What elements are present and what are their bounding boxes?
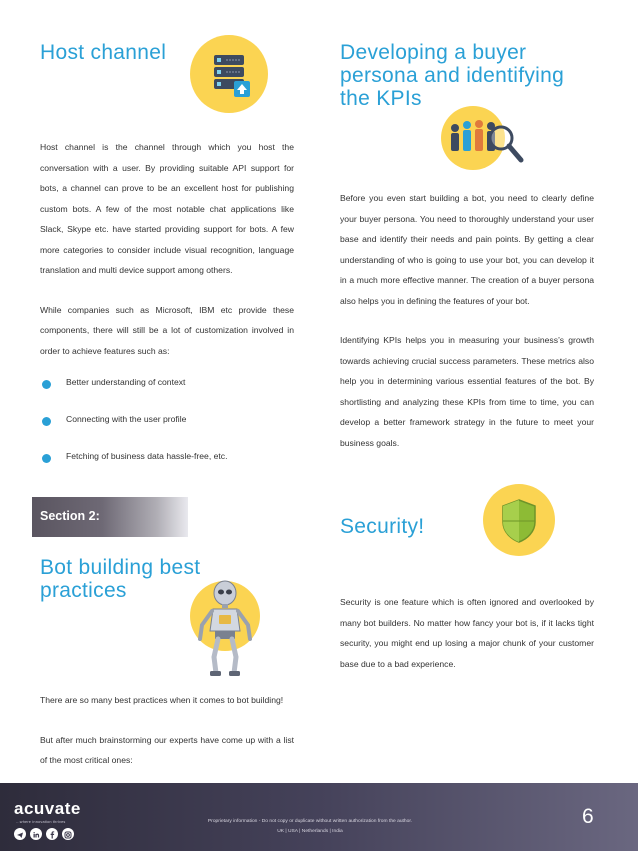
page-footer	[0, 783, 638, 851]
host-channel-paragraph-2: While companies such as Microsoft, IBM etc provide these components, there will still be a lot of customization involved in order to achieve features such as:	[40, 304, 294, 356]
security-title: Security!	[340, 515, 425, 538]
shield-icon	[483, 484, 555, 556]
linkedin-icon[interactable]	[30, 828, 42, 840]
list-item	[40, 412, 300, 428]
instagram-icon[interactable]	[62, 828, 74, 840]
bullet-text: Connecting with the user profile	[66, 414, 187, 424]
telegram-icon[interactable]	[14, 828, 26, 840]
page-number: 6	[582, 805, 594, 828]
security-paragraph-1: Security is one feature which is often ignored and overlooked by many bot builders. No matter how fancy your bot is, if it lacks tight security, you might end up losing a major chunk of your customer base due to a bad experience.	[340, 597, 594, 669]
office-locations: UK | USA | Netherlands | India	[277, 829, 343, 834]
section-label: Section 2:	[40, 509, 100, 523]
bullet-dot	[42, 417, 51, 426]
server-upload-icon	[190, 35, 268, 113]
security-icon-circle	[483, 484, 555, 556]
robot-illustration	[186, 573, 264, 679]
bullet-dot	[42, 380, 51, 389]
bot-building-paragraph-2: But after much brainstorming our experts have come up with a list of the most critical ones:	[40, 734, 294, 765]
acuvate-logo: acuvate	[14, 799, 81, 818]
section-tab	[32, 497, 188, 537]
facebook-icon[interactable]	[46, 828, 58, 840]
robot-icon	[186, 573, 264, 679]
host-channel-body	[40, 137, 294, 361]
list-item	[40, 375, 300, 391]
buyer-persona-body	[340, 188, 594, 453]
buyer-persona-title: Developing a buyer persona and identifying the KPIs	[340, 41, 565, 110]
bullet-dot	[42, 454, 51, 463]
bot-building-title: Bot building best practices	[40, 556, 201, 602]
list-item	[40, 449, 300, 465]
host-channel-paragraph-1: Host channel is the channel through which you host the conversation with a user. By providing suitable API support for bots, a channel can prove to be an excellent host for publishing custom bots. A few of the most notable chat applications like Slack, Skype etc. have started providing support for bots. A few more categories to consider include visual recognition, language translation and multi device support among others.	[40, 142, 294, 275]
people-magnifier-icon	[433, 100, 531, 176]
persona-illustration	[433, 100, 531, 176]
legal-notice: Proprietary information - Do not copy or duplicate without written authorization from the author.	[207, 819, 413, 824]
bullet-text: Fetching of business data hassle-free, etc.	[66, 451, 228, 461]
security-body	[340, 592, 594, 674]
buyer-persona-paragraph-1: Before you even start building a bot, you need to clearly define your buyer persona. You need to thoroughly understand your user base and identify their needs and pain points. By getting a clear understanding of who is going to use your bot, you can develop it in a much more effective manner. The creation of a buyer persona also helps you in defining the features of your bot.	[340, 193, 594, 306]
buyer-persona-paragraph-2: Identifying KPIs helps you in measuring your business’s growth towards achieving crucial success parameters. These metrics also help you in determining various essential features of the bot. By shortlisting and analyzing these KPIs from time to time, you can develop a better framework strategy in the future to meet your business goals.	[340, 335, 594, 448]
bot-building-paragraph-1: There are so many best practices when it comes to bot building!	[40, 695, 284, 705]
bullet-text: Better understanding of context	[66, 377, 186, 387]
host-icon-circle	[190, 35, 268, 113]
logo-tagline: ...where innovation thrives	[16, 820, 66, 824]
bot-building-body	[40, 690, 294, 771]
host-channel-title: Host channel	[40, 41, 167, 64]
